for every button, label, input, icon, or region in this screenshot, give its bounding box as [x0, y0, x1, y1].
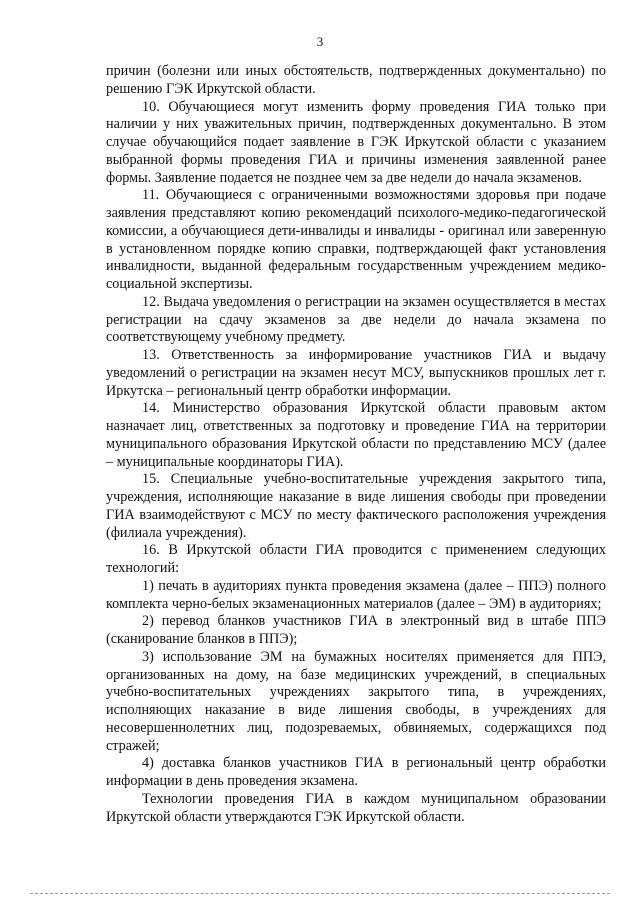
- paragraph-closing: Технологии проведения ГИА в каждом муниципальном образовании Иркутской области утверждаются ГЭК Иркутской области.: [106, 790, 606, 825]
- paragraph-14: 14. Министерство образования Иркутской области правовым актом назначает лиц, ответственных за подготовку и проведение ГИА на территории муниципального образования Иркутской области по представлению МСУ (далее – муниципальные координаторы ГИА).: [106, 400, 606, 470]
- paragraph-15: 15. Специальные учебно-воспитательные учреждения закрытого типа, учреждения, исполняющие наказание в виде лишения свободы при проведении ГИА взаимодействуют с МСУ по месту фактического расположения учреждения (филиала учреждения).: [106, 471, 606, 541]
- list-item-1: 1) печать в аудиториях пункта проведения экзамена (далее – ППЭ) полного комплекта черно-белых экзаменационных материалов (далее – ЭМ) в аудиториях;: [106, 577, 606, 612]
- list-item-3: 3) использование ЭМ на бумажных носителях применяется для ППЭ, организованных на дому, на базе медицинских учреждений, в специальных учебно-воспитательных учреждениях закрытого типа, в учреждениях, исполняющих наказание в виде лишения свободы, в учреждениях для несовершеннолетних лиц, подозреваемых, обвиняемых, содержащихся под стражей;: [106, 648, 606, 754]
- paragraph-12: 12. Выдача уведомления о регистрации на экзамен осуществляется в местах регистрации на сдачу экзаменов за две недели до начала экзамена по соответствующему учебному предмету.: [106, 293, 606, 346]
- document-body: [106, 63, 606, 826]
- list-item-4: 4) доставка бланков участников ГИА в региональный центр обработки информации в день проведения экзамена.: [106, 755, 606, 789]
- page-number: 3: [316, 34, 324, 49]
- paragraph-13: 13. Ответственность за информирование участников ГИА и выдачу уведомлений о регистрации на экзамен несут МСУ, выпускников прошлых лет г. Иркутска – региональный центр обработки информации.: [106, 347, 606, 399]
- paragraph-11: 11. Обучающиеся с ограниченными возможностями здоровья при подаче заявления представляют копию рекомендаций психолого-медико-педагогической комиссии, а обучающиеся дети-инвалиды и инвалиды - оригинал или заверенную в установленном порядке копию справки, подтверждающей факт установления инвалидности, выданной федеральным государственным учреждением медико-социальной экспертизы.: [106, 187, 606, 292]
- scan-edge-line: [30, 893, 610, 894]
- paragraph-10: 10. Обучающиеся могут изменить форму проведения ГИА только при наличии у них уважительных причин, подтвержденных документально. В этом случае обучающийся подает заявление в ГЭК Иркутской области с указанием выбранной формы проведения ГИА и причины изменения заявленной ранее формы. Заявление подается не позднее чем за две недели до начала экзаменов.: [106, 98, 606, 186]
- list-item-2: 2) перевод бланков участников ГИА в электронный вид в штабе ППЭ (сканирование бланков в ППЭ);: [106, 613, 606, 647]
- paragraph-16: 16. В Иркутской области ГИА проводится с применением следующих технологий:: [106, 542, 606, 576]
- paragraph-continuation: причин (болезни или иных обстоятельств, подтвержденных документально) по решению ГЭК Иркутской области.: [106, 63, 606, 97]
